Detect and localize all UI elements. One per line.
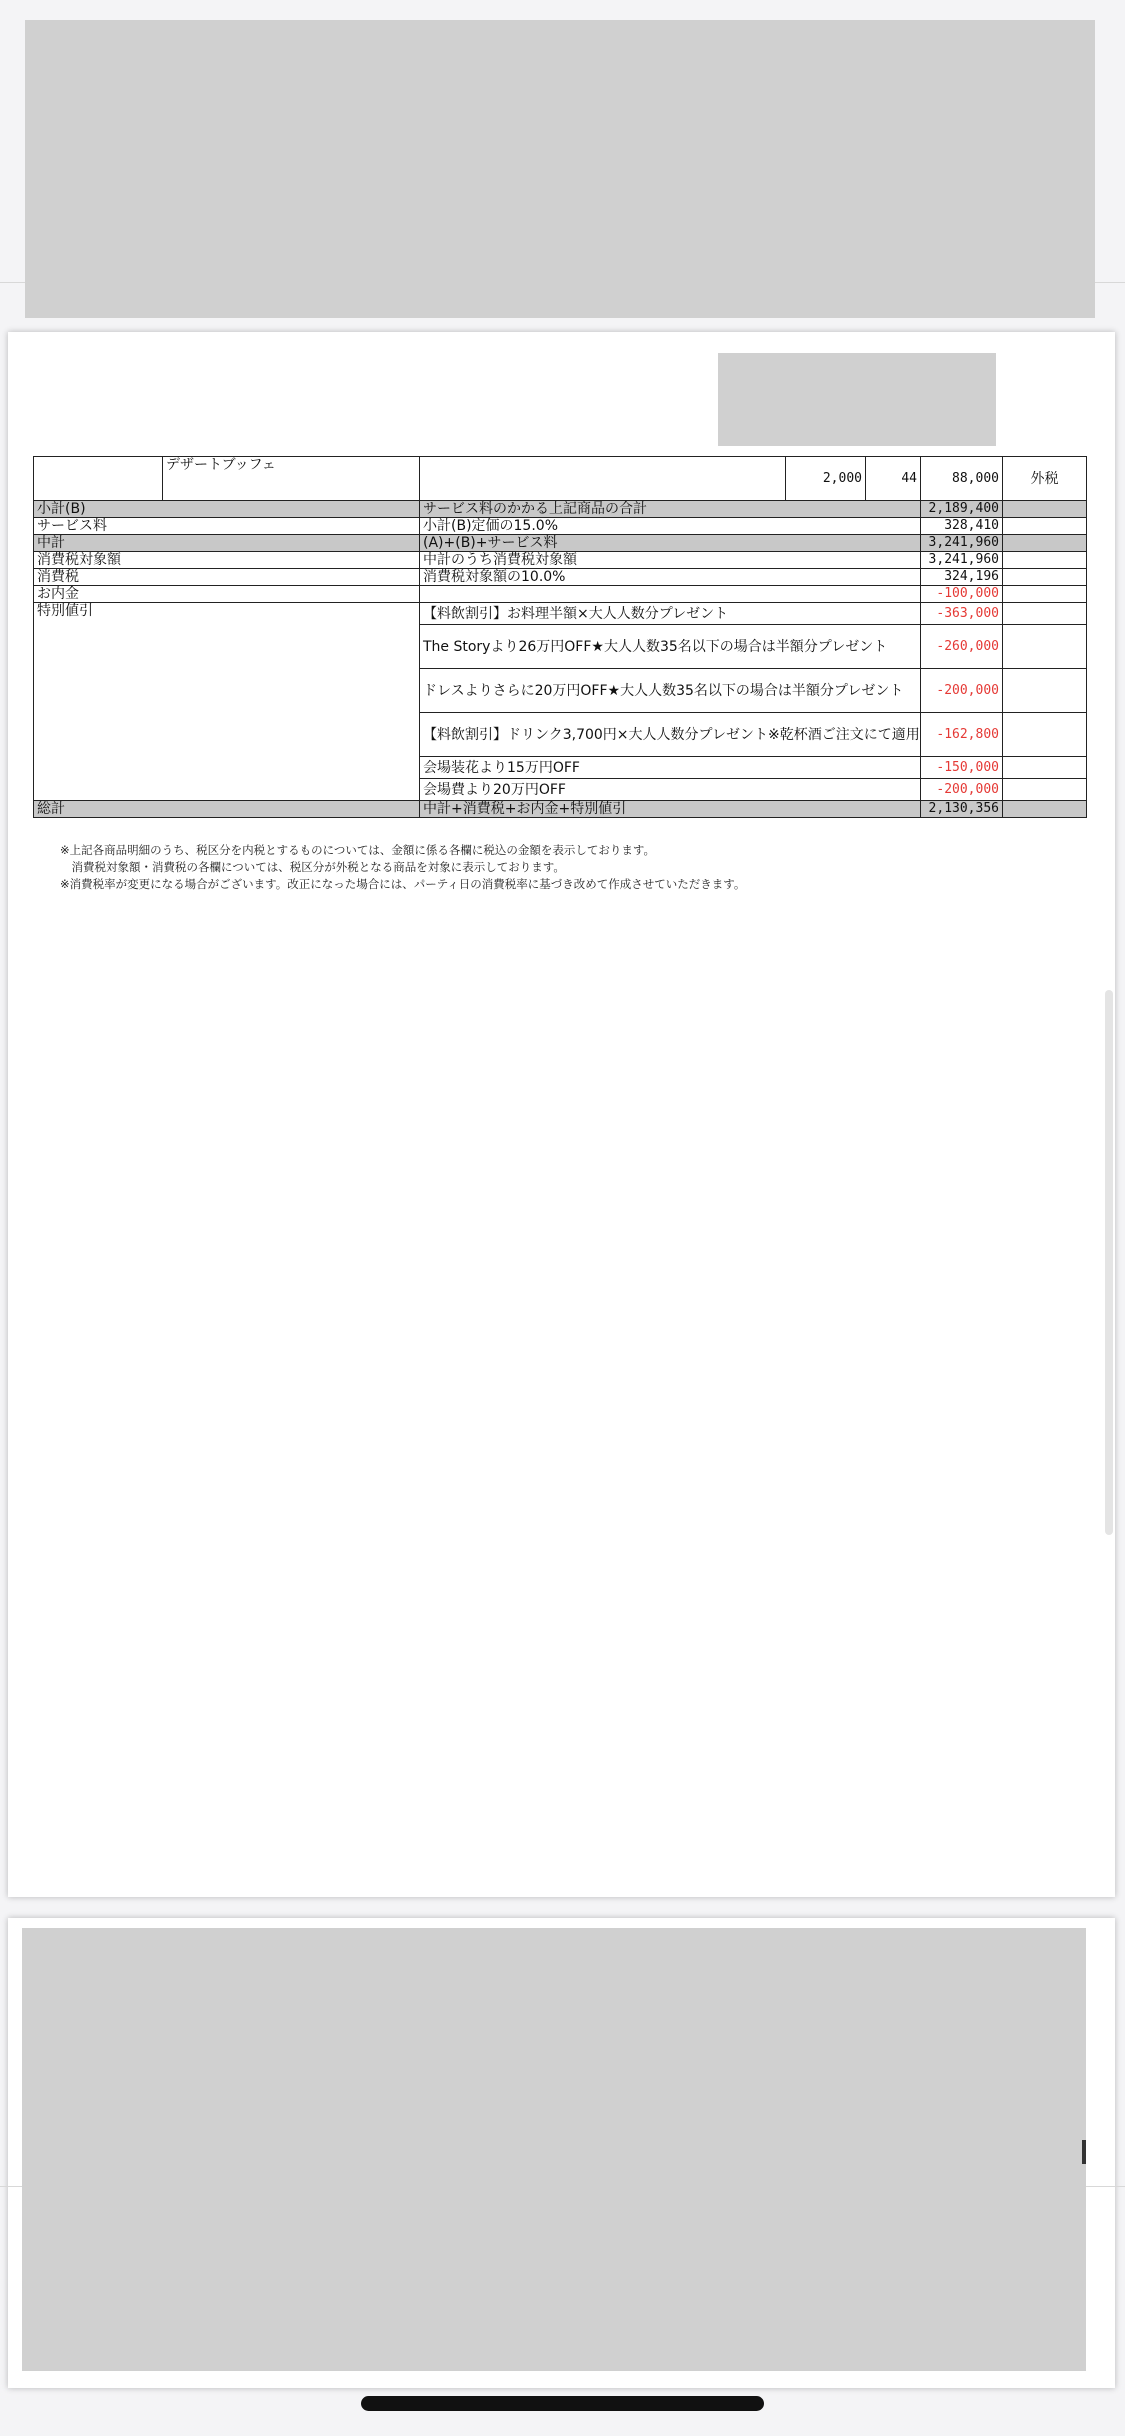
row-amount: 324,196 bbox=[921, 569, 1003, 586]
row-amount: 3,241,960 bbox=[921, 552, 1003, 569]
table-row bbox=[34, 586, 1087, 603]
discount-amount: -200,000 bbox=[921, 669, 1003, 713]
row-label: 小計(B) bbox=[34, 501, 420, 518]
discount-row bbox=[34, 603, 1087, 625]
discount-desc: The Storyより26万円OFF★大人人数35名以下の場合は半額分プレゼント bbox=[420, 625, 921, 669]
row-desc: 中計のうち消費税対象額 bbox=[420, 552, 921, 569]
redacted-area-bottom bbox=[22, 1928, 1086, 2371]
table-row bbox=[34, 501, 1087, 518]
redacted-area-header bbox=[718, 353, 996, 446]
row-desc: サービス料のかかる上記商品の合計 bbox=[420, 501, 921, 518]
discount-desc: 【料飲割引】ドリンク3,700円×大人人数分プレゼント※乾杯酒ご注文にて適用 bbox=[420, 713, 921, 757]
redacted-area-top bbox=[25, 20, 1095, 318]
row-label: お内金 bbox=[34, 586, 420, 603]
total-label: 総計 bbox=[34, 801, 420, 818]
table-row bbox=[34, 552, 1087, 569]
row-label: 消費税対象額 bbox=[34, 552, 420, 569]
unit-price: 2,000 bbox=[786, 457, 866, 501]
discount-amount: -363,000 bbox=[921, 603, 1003, 625]
footnotes bbox=[60, 842, 745, 893]
table-row bbox=[34, 457, 1087, 501]
home-indicator[interactable] bbox=[361, 2396, 764, 2411]
discount-label: 特別値引 bbox=[34, 603, 420, 801]
row-amount: -100,000 bbox=[921, 586, 1003, 603]
row-amount: 328,410 bbox=[921, 518, 1003, 535]
table-row bbox=[34, 535, 1087, 552]
page-edge-mark bbox=[1082, 2140, 1086, 2164]
item-note bbox=[420, 457, 786, 501]
total-desc: 中計+消費税+お内金+特別値引 bbox=[420, 801, 921, 818]
invoice-table bbox=[33, 456, 1087, 818]
amount: 88,000 bbox=[921, 457, 1003, 501]
discount-desc: 会場装花より15万円OFF bbox=[420, 757, 921, 779]
tax-type: 外税 bbox=[1003, 457, 1087, 501]
table-row bbox=[34, 569, 1087, 586]
row-desc bbox=[420, 586, 921, 603]
row-amount: 2,189,400 bbox=[921, 501, 1003, 518]
footnote: ※上記各商品明細のうち、税区分を内税とするものについては、金額に係る各欄に税込の金額を表示しております。 bbox=[60, 843, 655, 857]
row-label: 中計 bbox=[34, 535, 420, 552]
row-desc: (A)+(B)+サービス料 bbox=[420, 535, 921, 552]
row-amount: 3,241,960 bbox=[921, 535, 1003, 552]
discount-amount: -200,000 bbox=[921, 779, 1003, 801]
category-cell bbox=[34, 457, 163, 501]
discount-desc: 会場費より20万円OFF bbox=[420, 779, 921, 801]
discount-amount: -260,000 bbox=[921, 625, 1003, 669]
total-row bbox=[34, 801, 1087, 818]
table-row bbox=[34, 518, 1087, 535]
discount-amount: -162,800 bbox=[921, 713, 1003, 757]
row-desc: 小計(B)定価の15.0% bbox=[420, 518, 921, 535]
footnote: ※消費税率が変更になる場合がございます。改正になった場合には、パーティ日の消費税率に基づき改めて作成させていただきます。 bbox=[60, 877, 746, 891]
item-name: デザートブッフェ bbox=[163, 457, 420, 501]
scrollbar[interactable] bbox=[1105, 990, 1113, 1535]
footnote: 消費税対象額・消費税の各欄については、税区分が外税となる商品を対象に表示しております。 bbox=[60, 860, 565, 874]
discount-desc: 【料飲割引】お料理半額×大人人数分プレゼント bbox=[420, 603, 921, 625]
row-desc: 消費税対象額の10.0% bbox=[420, 569, 921, 586]
row-label: 消費税 bbox=[34, 569, 420, 586]
discount-desc: ドレスよりさらに20万円OFF★大人人数35名以下の場合は半額分プレゼント bbox=[420, 669, 921, 713]
total-amount: 2,130,356 bbox=[921, 801, 1003, 818]
discount-amount: -150,000 bbox=[921, 757, 1003, 779]
quantity: 44 bbox=[866, 457, 921, 501]
row-label: サービス料 bbox=[34, 518, 420, 535]
